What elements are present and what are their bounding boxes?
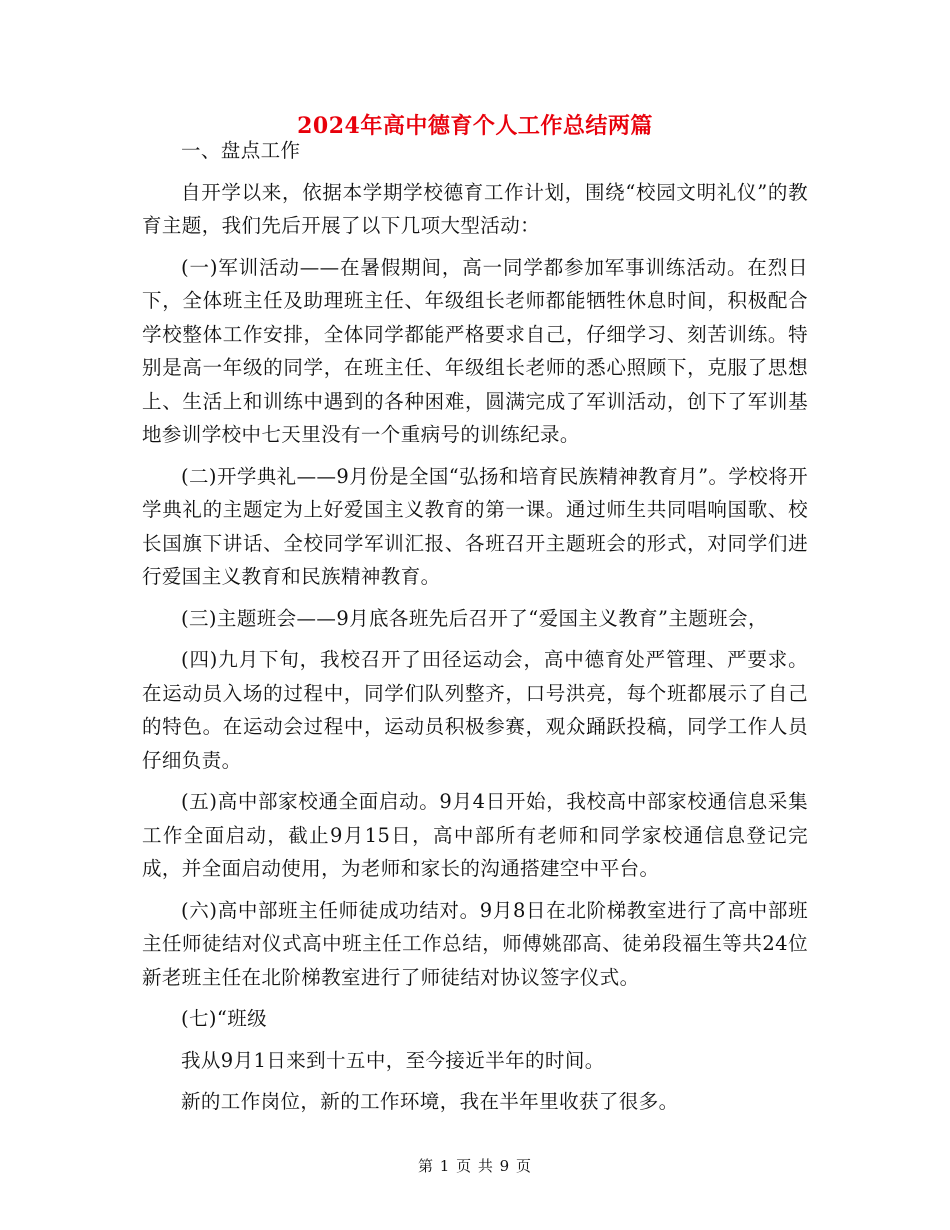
footer-middle: 页 共 xyxy=(456,1157,494,1175)
paragraph-mentorship: (六)高中部班主任师徒成功结对。9月8日在北阶梯教室进行了高中部班主任师徒结对仪式高中班主任工作总结，师傅姚邵高、徒弟段福生等共24位新老班主任在北阶梯教室进行了师徒结对协议签字仪式。 xyxy=(142,898,808,989)
paragraph-home-school: (五)高中部家校通全面启动。9月4日开始，我校高中部家校通信息采集工作全面启动，截止9月15日，高中部所有老师和同学家校通信息登记完成，并全面启动使用，为老师和家长的沟通搭建空中平台。 xyxy=(142,790,808,880)
paragraph-opening-ceremony: (二)开学典礼——9月份是全国“弘扬和培育民族精神教育月”。学校将开学典礼的主题定为上好爱国主义教育的第一课。通过师生共同唱响国歌、校长国旗下讲话、全校同学军训汇报、各班召开主题班会的形式，对同学们进行爱国主义教育和民族精神教育。 xyxy=(142,464,808,588)
footer-total-pages: 9 xyxy=(499,1157,511,1175)
paragraph-sports-meet: (四)九月下旬，我校召开了田径运动会，高中德育处严管理、严要求。在运动员入场的过程中，同学们队列整齐，口号洪亮，每个班都展示了自己的特色。在运动会过程中，运动员积极参赛，观众踊跃投稿，同学工作人员仔细负责。 xyxy=(142,648,808,772)
paragraph-military-training: (一)军训活动——在暑假期间，高一同学都参加军事训练活动。在烈日下，全体班主任及助理班主任、年级组长老师都能牺牲休息时间，积极配合学校整体工作安排，全体同学都能严格要求自己，仔细学习、刻苦训练。特别是高一年级的同学，在班主任、年级组长老师的悉心照顾下，克服了思想上、生活上和训练中遇到的各种困难，圆满完成了军训活动，创下了军训基地参训学校中七天里没有一个重病号的训练纪录。 xyxy=(142,255,808,446)
footer-current-page: 1 xyxy=(439,1157,451,1175)
paragraph-new-job: 新的工作岗位，新的工作环境，我在半年里收获了很多。 xyxy=(181,1090,679,1113)
footer-suffix: 页 xyxy=(516,1157,533,1175)
page-footer xyxy=(0,1155,950,1176)
document-body xyxy=(142,134,808,1119)
document-title: 2024年高中德育个人工作总结两篇 xyxy=(297,113,653,139)
paragraph-class-meeting: (三)主题班会——9月底各班先后召开了“爱国主义教育”主题班会， xyxy=(181,606,768,630)
section-heading: 一、盘点工作 xyxy=(181,139,301,162)
paragraph-intro: 自开学以来，依据本学期学校德育工作计划，围绕“校园文明礼仪”的教育主题，我们先后开展了以下几项大型活动： xyxy=(142,180,808,237)
footer-prefix: 第 xyxy=(417,1157,434,1175)
paragraph-arrival: 我从9月1日来到十五中，至今接近半年的时间。 xyxy=(181,1048,605,1072)
paragraph-class-fragment: (七)“班级 xyxy=(181,1007,268,1030)
